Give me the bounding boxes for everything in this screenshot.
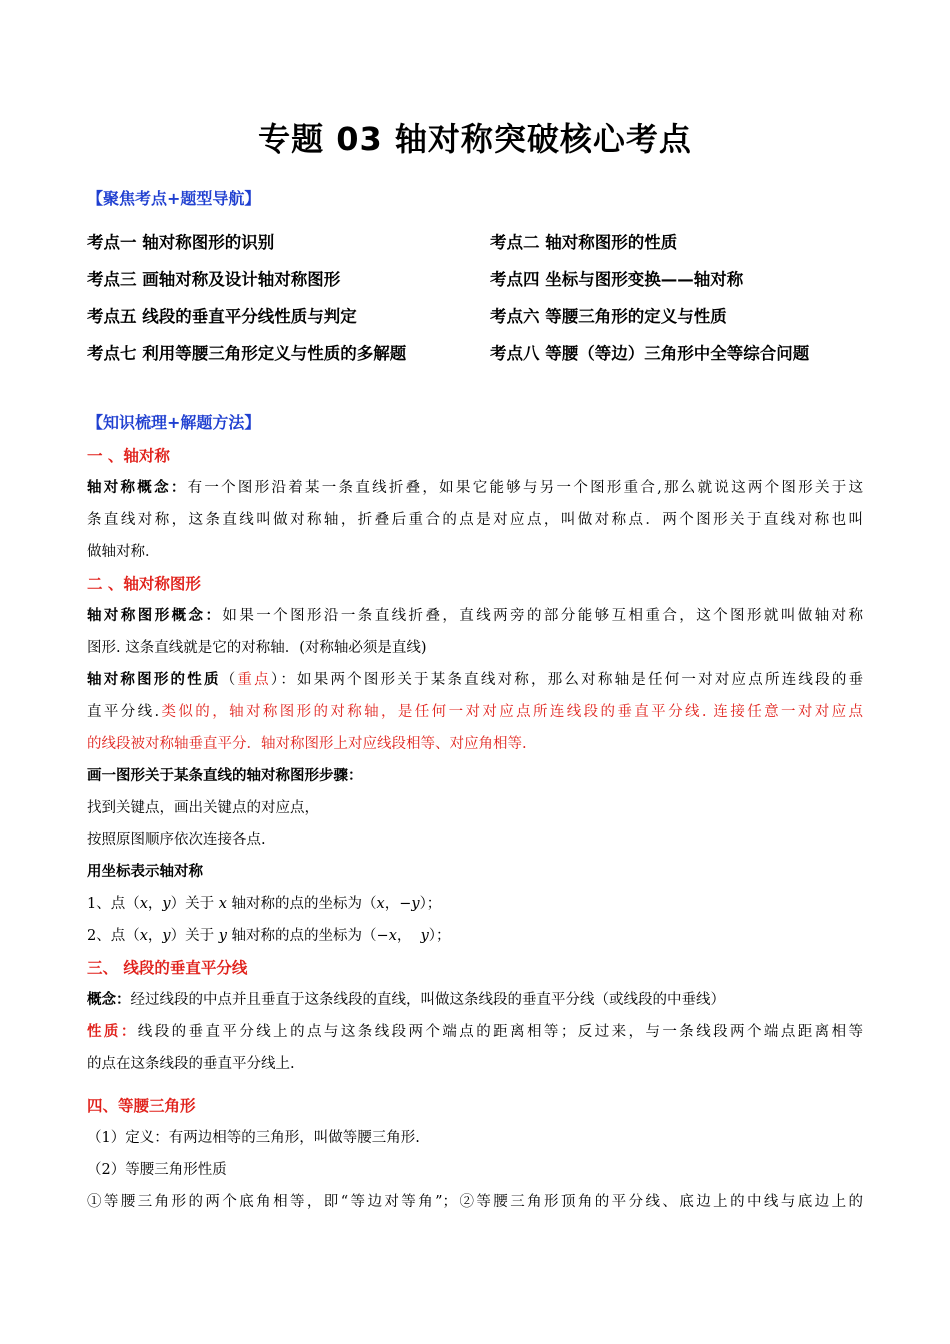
highlight-line: 的线段被对称轴垂直平分．轴对称图形上对应线段相等、对应角相等. <box>87 736 527 752</box>
nav-item-6: 考点六 等腰三角形的定义与性质 <box>490 306 727 326</box>
nav-row <box>87 333 877 370</box>
var: y <box>162 896 171 912</box>
text: 经过线段的中点并且垂直于这条线段的直线，叫做这条线段的垂直平分线（或线段的中垂线） <box>130 992 725 1008</box>
paragraph-line <box>87 472 863 504</box>
var: y <box>420 928 429 944</box>
var: −x <box>376 928 397 944</box>
text: ， <box>384 896 400 912</box>
paragraph-line <box>87 1016 863 1048</box>
step-item: 按照原图顺序依次连接各点. <box>87 832 266 848</box>
var: y <box>162 928 171 944</box>
text: ）关于 <box>170 896 215 912</box>
nav-row <box>87 296 877 333</box>
text: 轴对称的点的坐标为（ <box>231 896 377 912</box>
paragraph-line <box>87 600 863 632</box>
text: ， <box>147 928 163 944</box>
text: （ <box>220 672 238 688</box>
term-label: 用坐标表示轴对称 <box>87 864 203 880</box>
formula-line <box>87 888 863 920</box>
text: 直平分线. <box>87 704 160 720</box>
paragraph-line <box>87 696 863 728</box>
paragraph-line: 图形. 这条直线就是它的对称轴．(对称轴必须是直线) <box>87 640 427 656</box>
paragraph-line: 条直线对称，这条直线叫做对称轴，折叠后重合的点是对应点，叫做对称点．两个图形关于直线对称也叫 <box>87 512 863 528</box>
paragraph-line: （1）定义：有两边相等的三角形，叫做等腰三角形. <box>87 1130 420 1146</box>
var: x <box>139 896 148 912</box>
paragraph-line: 的点在这条线段的垂直平分线上. <box>87 1056 295 1072</box>
nav-item-5: 考点五 线段的垂直平分线性质与判定 <box>87 306 357 326</box>
section-heading-axial-symmetry: 一 、轴对称 <box>87 447 170 465</box>
term-label: 性质： <box>87 1024 138 1040</box>
term-label: 概念： <box>87 992 131 1008</box>
text: ， <box>147 896 163 912</box>
highlight-text: 类似的，轴对称图形的对称轴，是任何一对对应点所连线段的垂直平分线. 连接任意一对对应点 <box>159 704 864 720</box>
var: x <box>376 896 385 912</box>
text: ）； <box>428 928 451 944</box>
nav-heading: 【聚焦考点+题型导航】 <box>87 189 261 208</box>
formula-line <box>87 920 863 952</box>
paragraph-line: ①等腰三角形的两个底角相等，即“等边对等角”；②等腰三角形顶角的平分线、底边上的中线与底边上的 <box>87 1194 863 1210</box>
var: x <box>139 928 148 944</box>
term-label: 轴对称概念： <box>87 480 188 496</box>
nav-item-1: 考点一 轴对称图形的识别 <box>87 232 275 252</box>
nav-row <box>87 259 877 296</box>
section-heading-axisymmetric-figure: 二 、轴对称图形 <box>87 575 201 593</box>
paragraph-line <box>87 664 863 696</box>
key-point-marker: 重点 <box>237 672 271 688</box>
text: 如果一个图形沿一条直线折叠，直线两旁的部分能够互相重合，这个图形就叫做轴对称 <box>222 608 864 624</box>
nav-item-4: 考点四 坐标与图形变换——轴对称 <box>490 269 744 289</box>
nav-row <box>87 222 877 259</box>
var: x <box>218 896 227 912</box>
page-title: 专题 03 轴对称突破核心考点 <box>258 120 692 158</box>
term-label: 轴对称图形的性质 <box>87 672 221 688</box>
text: 轴对称的点的坐标为（ <box>231 928 377 944</box>
paragraph-line: 做轴对称． <box>87 544 160 560</box>
section-heading-perpendicular-bisector: 三、 线段的垂直平分线 <box>87 959 248 977</box>
text: ）关于 <box>170 928 215 944</box>
text: ， <box>396 928 412 944</box>
text: ）； <box>419 896 442 912</box>
nav-item-2: 考点二 轴对称图形的性质 <box>490 232 678 252</box>
knowledge-heading: 【知识梳理+解题方法】 <box>87 413 261 432</box>
nav-item-8: 考点八 等腰（等边）三角形中全等综合问题 <box>490 343 810 363</box>
text: 2、点（ <box>87 928 140 944</box>
nav-item-3: 考点三 画轴对称及设计轴对称图形 <box>87 269 341 289</box>
var: −y <box>399 896 420 912</box>
paragraph-line: （2）等腰三角形性质 <box>87 1162 227 1178</box>
term-label: 轴对称图形概念： <box>87 608 223 624</box>
text: 有一个图形沿着某一条直线折叠，如果它能够与另一个图形重合,那么就说这两个图形关于这 <box>187 480 864 496</box>
text: 如果两个图形关于某条直线对称，那么对称轴是任何一对对应点所连线段的垂 <box>297 672 864 688</box>
paragraph-line <box>87 984 863 1016</box>
nav-item-7: 考点七 利用等腰三角形定义与性质的多解题 <box>87 343 407 363</box>
term-label: 画一图形关于某条直线的轴对称图形步骤： <box>87 768 363 784</box>
var: y <box>218 928 227 944</box>
text: 1、点（ <box>87 896 140 912</box>
step-item: 找到关键点，画出关键点的对应点， <box>87 800 319 816</box>
topic-navigation <box>87 222 877 370</box>
text: ）： <box>270 672 298 688</box>
section-heading-isosceles-triangle: 四、等腰三角形 <box>87 1097 196 1115</box>
text: 线段的垂直平分线上的点与这条线段两个端点的距离相等；反过来，与一条线段两个端点距离相等 <box>137 1024 864 1040</box>
knowledge-content <box>87 440 863 1218</box>
